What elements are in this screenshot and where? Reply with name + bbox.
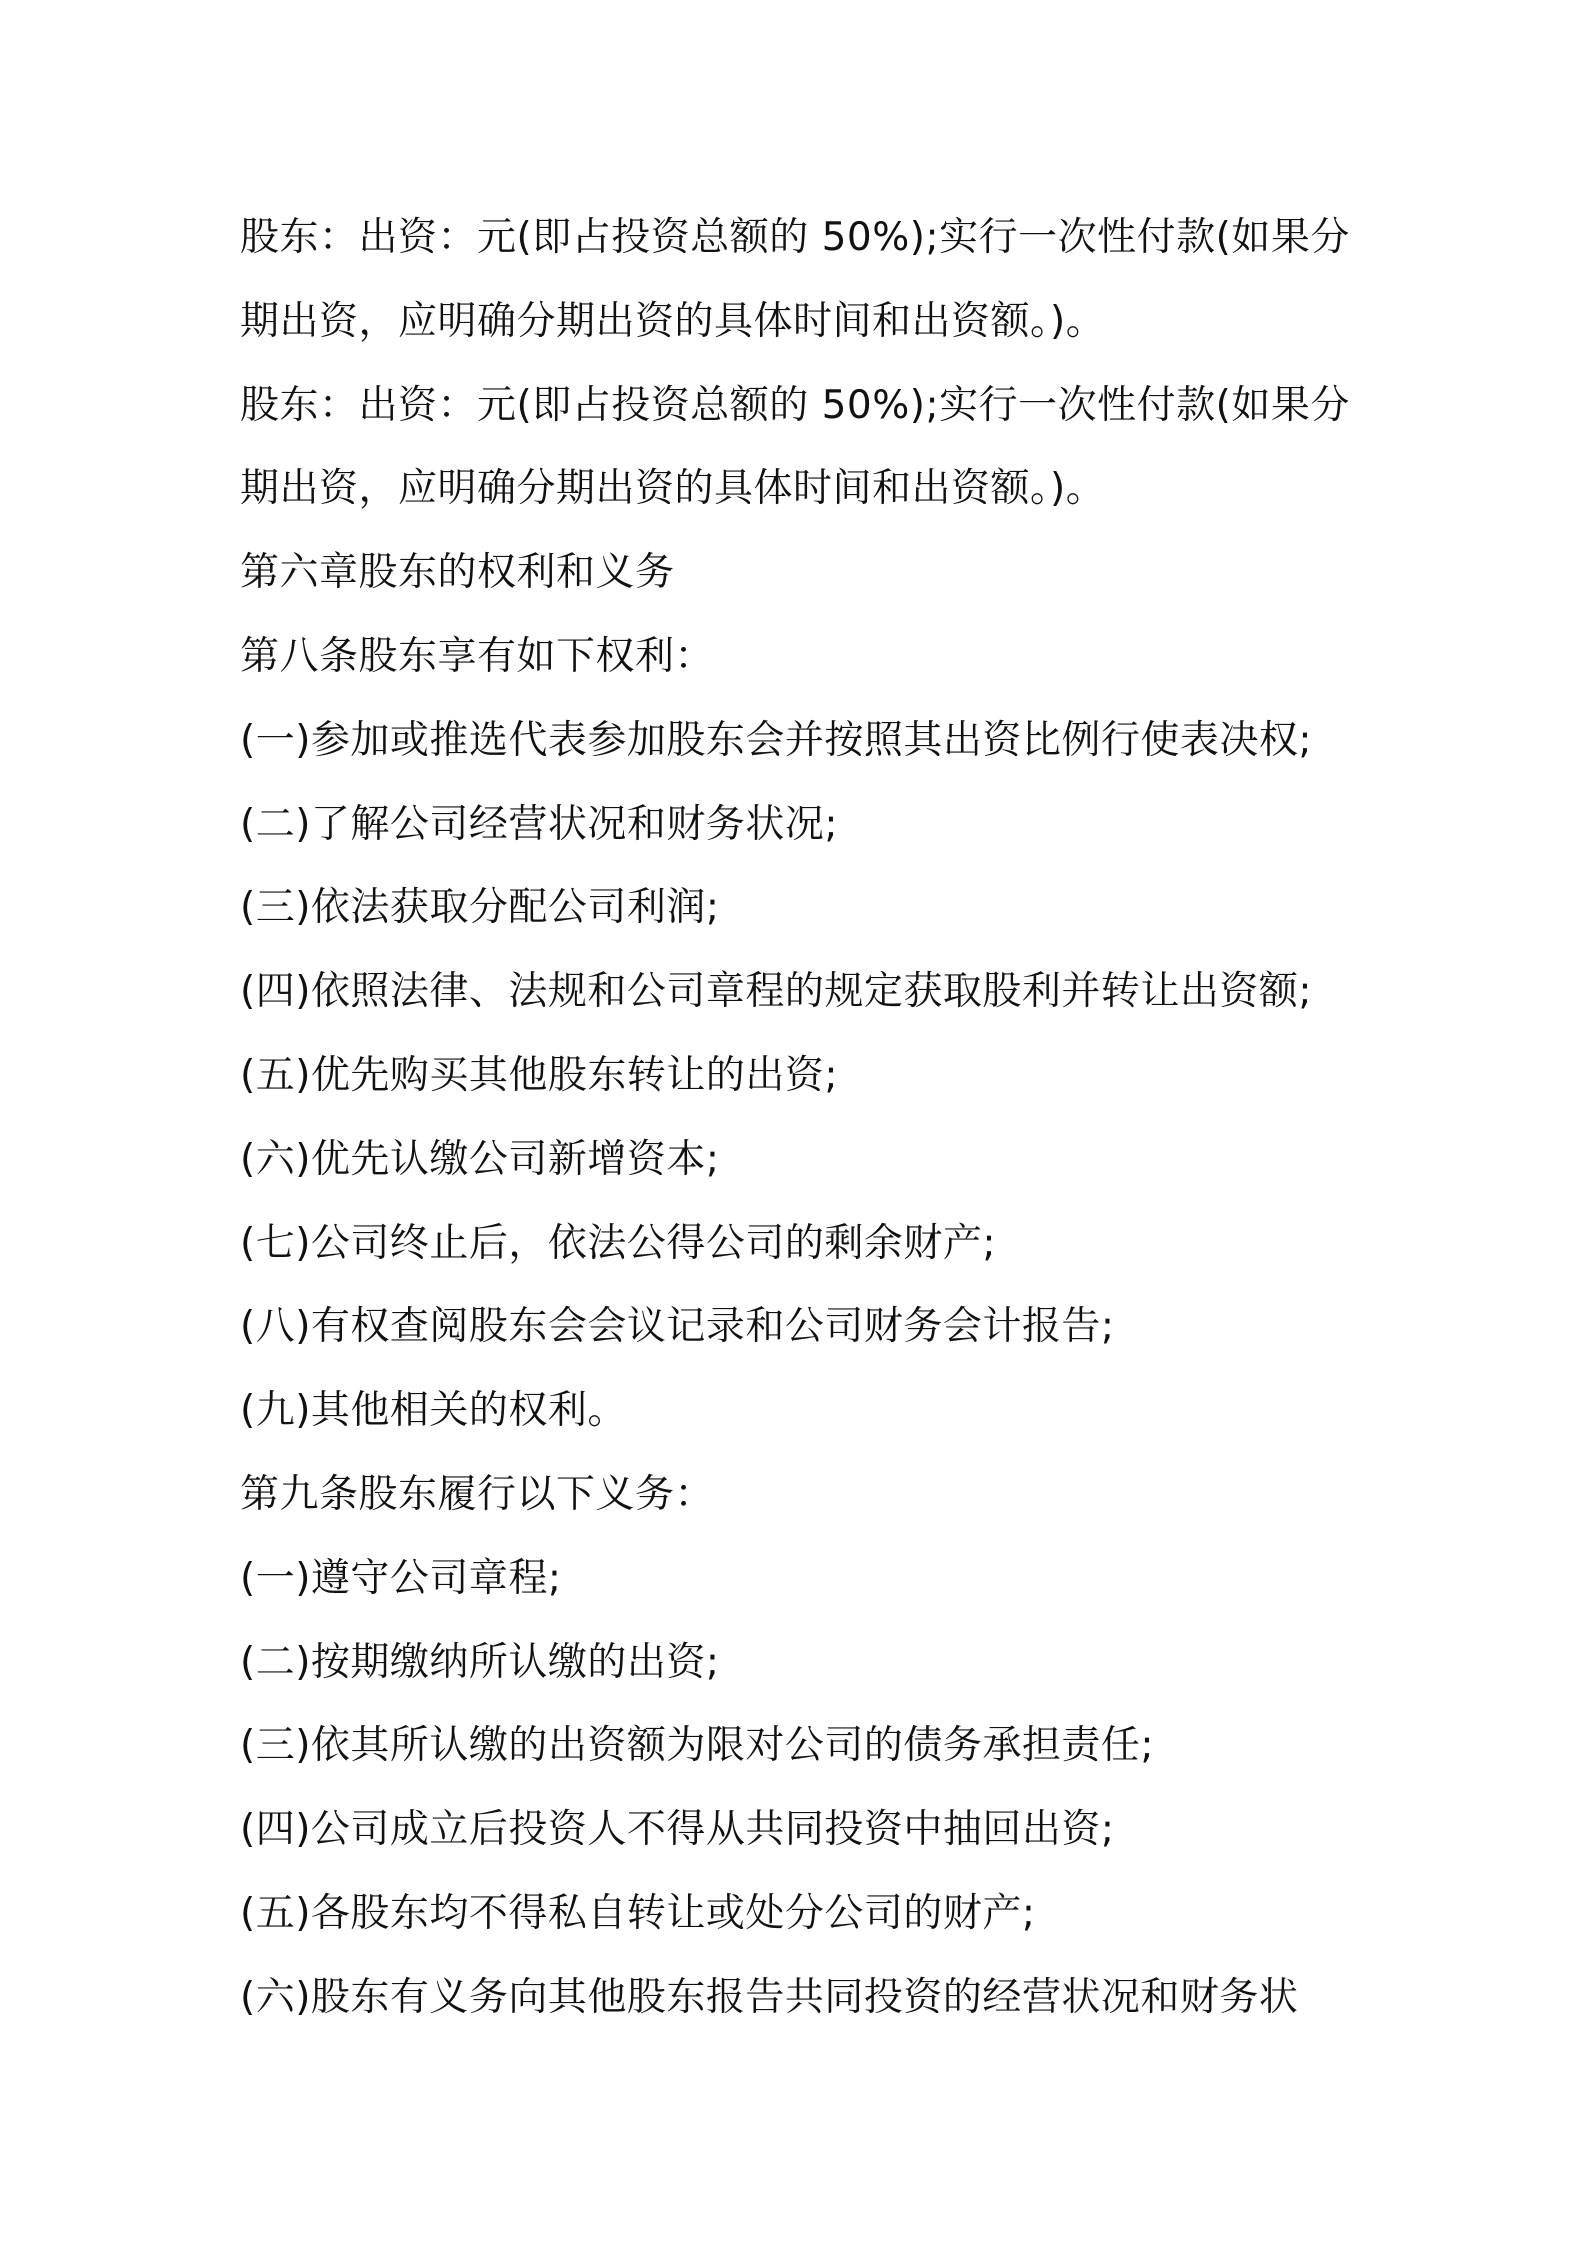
text-line: 股东：出资：元(即占投资总额的 50%);实行一次性付款(如果分: [240, 382, 1350, 428]
article-heading: 第九条股东履行以下义务：: [240, 1471, 715, 1517]
list-item: (四)公司成立后投资人不得从共同投资中抽回出资;: [240, 1807, 1115, 1853]
list-item: (二)了解公司经营状况和财务状况;: [240, 801, 839, 847]
text-line: 期出资，应明确分期出资的具体时间和出资额。)。: [240, 466, 1106, 512]
list-item: (一)遵守公司章程;: [240, 1555, 562, 1601]
list-item: (四)依照法律、法规和公司章程的规定获取股利并转让出资额;: [240, 969, 1313, 1015]
list-item: (七)公司终止后，依法公得公司的剩余财产;: [240, 1220, 997, 1266]
list-item: (六)股东有义务向其他股东报告共同投资的经营状况和财务状: [240, 1974, 1299, 2020]
text-line: 股东：出资：元(即占投资总额的 50%);实行一次性付款(如果分: [240, 215, 1350, 260]
list-item: (二)按期缴纳所认缴的出资;: [240, 1639, 720, 1685]
list-item: (三)依法获取分配公司利润;: [240, 885, 720, 931]
list-item: (三)依其所认缴的出资额为限对公司的债务承担责任;: [240, 1723, 1155, 1769]
list-item: (五)各股东均不得私自转让或处分公司的财产;: [240, 1890, 1036, 1936]
list-item: (五)优先购买其他股东转让的出资;: [240, 1052, 839, 1098]
list-item: (一)参加或推选代表参加股东会并按照其出资比例行使表决权;: [240, 717, 1313, 763]
article-heading: 第八条股东享有如下权利：: [240, 633, 715, 679]
list-item: (九)其他相关的权利。: [240, 1388, 627, 1434]
document-body: [240, 196, 1370, 2040]
chapter-heading: 第六章股东的权利和义务: [240, 550, 675, 596]
list-item: (八)有权查阅股东会会议记录和公司财务会计报告;: [240, 1304, 1115, 1350]
list-item: (六)优先认缴公司新增资本;: [240, 1136, 720, 1182]
text-line: 期出资，应明确分期出资的具体时间和出资额。)。: [240, 298, 1106, 344]
